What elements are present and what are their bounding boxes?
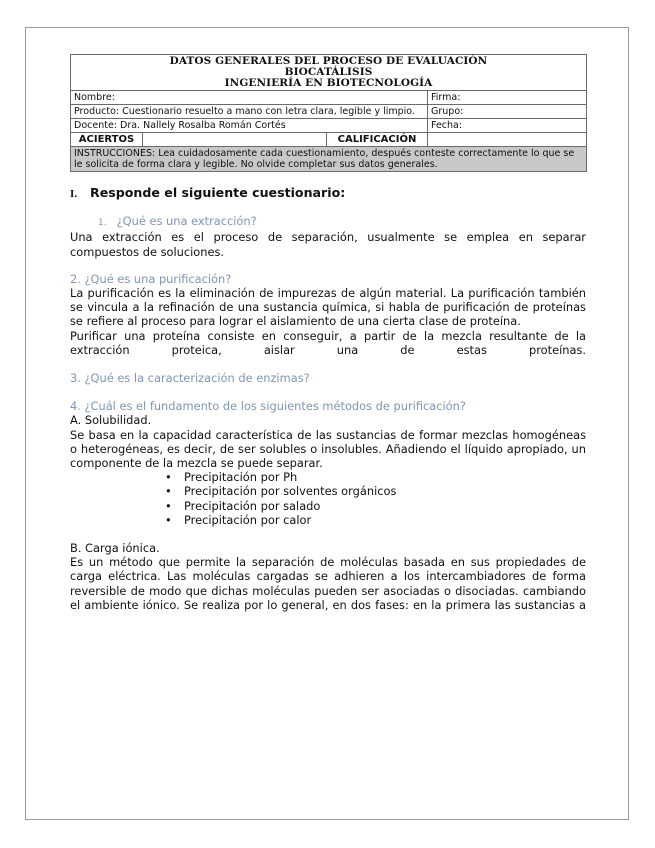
calificacion-value[interactable] xyxy=(428,133,587,147)
document-page xyxy=(25,27,629,820)
answer-4-b-label: B. Carga iónica. xyxy=(70,541,160,556)
instructions: INSTRUCCIONES: Lea cuidadosamente cada cuestionamiento, después conteste correctamente lo que se le solicita de forma clara y legible. No olvide completar sus datos generales. xyxy=(71,147,587,172)
aciertos-value[interactable] xyxy=(143,133,327,147)
fecha-field[interactable]: Fecha: xyxy=(428,119,587,133)
answer-1: Una extracción es el proceso de separación, usualmente se emplea en separar compuestos de soluciones. xyxy=(70,230,586,259)
title-line: DATOS GENERALES DEL PROCESO DE EVALUACIÓN xyxy=(169,55,488,67)
table-title xyxy=(71,55,587,91)
question-2: 2. ¿Qué es una purificación? xyxy=(70,271,232,286)
firma-field[interactable]: Firma: xyxy=(428,91,587,105)
producto-field: Producto: Cuestionario resuelto a mano con letra clara, legible y limpio. xyxy=(71,105,428,119)
list-item: • Precipitación por calor xyxy=(165,513,586,527)
section-heading xyxy=(70,186,586,202)
section-title: Responde el siguiente cuestionario: xyxy=(90,185,346,200)
answer-4-a-text: Se basa en la capacidad característica de las sustancias de formar mezclas homogéneas o heterogéneas, es decir, de ser solubles o insolubles. Añadiendo el líquido apropiado, un componente de la mezcla se puede separar. xyxy=(70,427,586,471)
questionnaire xyxy=(70,186,586,612)
answer-2b: Purificar una proteína consiste en conseguir, a partir de la mezcla resultante de la extracción proteica, aislar una de estas proteínas. xyxy=(70,328,586,357)
question-1 xyxy=(70,214,586,230)
question-3: 3. ¿Qué es la caracterización de enzimas? xyxy=(70,371,310,386)
page-content xyxy=(70,54,586,612)
answer-4-b-text: Es un método que permite la separación de moléculas basada en sus propiedades de carga eléctrica. Las moléculas cargadas se adhieren a los intercambiadores de forma reversible de modo que dichas moléculas pueden ser asociadas o disociadas. cambiando el ambiente iónico. Se realiza por lo general, en dos fases: en la primera las sustancias a xyxy=(70,555,586,612)
question-1-text: ¿Qué es una extracción? xyxy=(116,214,257,229)
list-item: • Precipitación por solventes orgánicos xyxy=(165,484,586,498)
title-line: BIOCATÁLISIS xyxy=(284,66,373,78)
general-data-table xyxy=(70,54,587,172)
title-line: INGENIERÍA EN BIOTECNOLOGÍA xyxy=(224,77,433,89)
aciertos-label: ACIERTOS xyxy=(71,133,143,147)
docente-field: Docente: Dra. Nallely Rosalba Román Cortés xyxy=(71,119,428,133)
list-item: • Precipitación por Ph xyxy=(165,470,586,484)
calificacion-label: CALIFICACIÓN xyxy=(327,133,428,147)
question-1-number: 1. xyxy=(98,218,107,229)
nombre-field[interactable]: Nombre: xyxy=(71,91,428,105)
list-item: • Precipitación por salado xyxy=(165,499,586,513)
precipitation-list xyxy=(70,470,586,527)
grupo-field[interactable]: Grupo: xyxy=(428,105,587,119)
answer-4-a-label: A. Solubilidad. xyxy=(70,413,152,428)
section-number: I. xyxy=(70,190,78,200)
answer-2a: La purificación es la eliminación de impurezas de algún material. La purificación también se vincula a la refinación de una sustancia química, si habla de purificación de proteínas se refiere al proceso para lograr el aislamiento de una cierta clase de proteína. xyxy=(70,286,586,329)
question-4: 4. ¿Cuál es el fundamento de los siguientes métodos de purificación? xyxy=(70,399,466,414)
